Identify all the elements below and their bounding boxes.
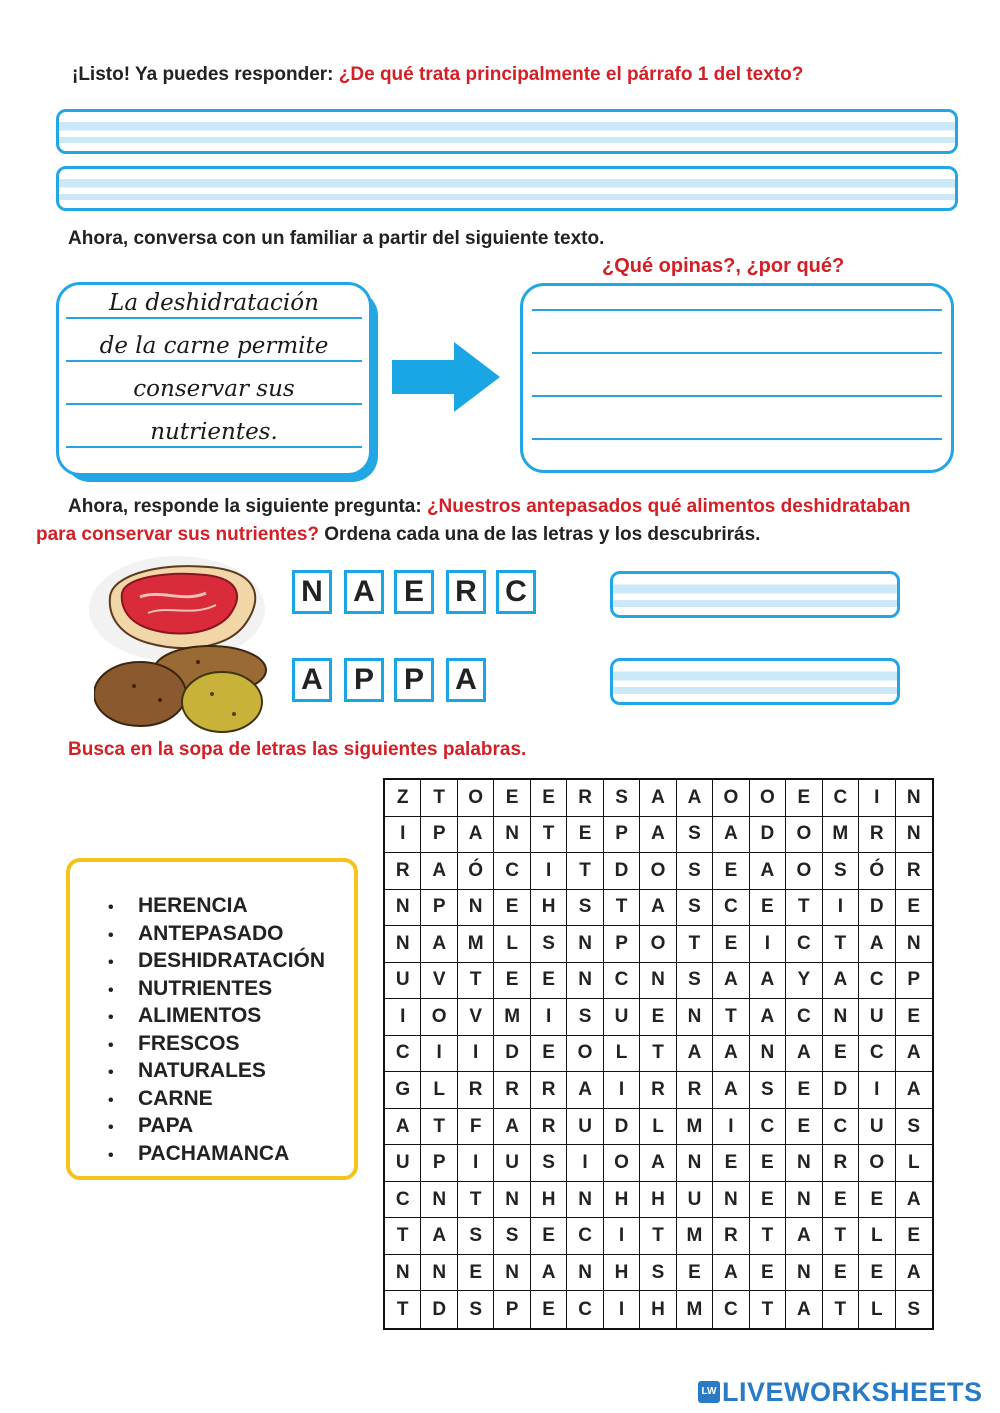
grid-cell[interactable]: C — [567, 1291, 603, 1328]
scramble-tile: C — [496, 570, 536, 614]
scramble-tile: N — [292, 570, 332, 614]
grid-cell[interactable]: E — [750, 1255, 786, 1292]
grid-cell[interactable]: P — [421, 890, 457, 927]
grid-cell[interactable]: T — [713, 999, 749, 1036]
grid-cell[interactable]: T — [640, 1036, 676, 1073]
grid-cell[interactable]: E — [531, 1291, 567, 1328]
word-list-item — [108, 892, 325, 920]
grid-cell[interactable]: R — [458, 1072, 494, 1109]
grid-cell[interactable]: P — [421, 1145, 457, 1182]
grid-cell[interactable]: M — [677, 1109, 713, 1146]
grid-cell[interactable]: E — [494, 890, 530, 927]
grid-cell[interactable]: U — [859, 1109, 895, 1146]
grid-cell[interactable]: C — [494, 853, 530, 890]
scramble-tile: P — [394, 658, 434, 702]
grid-cell[interactable]: S — [896, 1109, 932, 1146]
grid-cell[interactable]: N — [896, 926, 932, 963]
bullet-icon: • — [108, 899, 114, 916]
grid-cell[interactable]: D — [604, 853, 640, 890]
word-text: PAPA — [138, 1114, 194, 1137]
grid-cell[interactable]: R — [896, 853, 932, 890]
grid-cell[interactable]: A — [713, 1036, 749, 1073]
grid-cell[interactable]: T — [458, 1182, 494, 1219]
grid-cell[interactable]: N — [567, 1182, 603, 1219]
grid-cell[interactable]: E — [494, 963, 530, 1000]
grid-cell[interactable]: M — [677, 1218, 713, 1255]
grid-cell[interactable]: R — [640, 1072, 676, 1109]
grid-cell[interactable]: E — [823, 1036, 859, 1073]
grid-cell[interactable]: L — [859, 1218, 895, 1255]
scramble-tile: P — [344, 658, 384, 702]
grid-cell[interactable]: O — [640, 926, 676, 963]
grid-cell[interactable]: I — [458, 1036, 494, 1073]
grid-cell[interactable]: U — [385, 963, 421, 1000]
grid-cell[interactable]: C — [786, 999, 822, 1036]
word-list-item — [108, 1030, 325, 1058]
grid-cell[interactable]: H — [604, 1182, 640, 1219]
scramble-tile: A — [344, 570, 384, 614]
grid-cell[interactable]: P — [494, 1291, 530, 1328]
word-text: CARNE — [138, 1086, 213, 1110]
grid-cell[interactable]: C — [385, 1182, 421, 1219]
word-list-item — [108, 1085, 325, 1113]
answer-field-1[interactable] — [56, 109, 958, 154]
grid-cell[interactable]: N — [421, 1182, 457, 1219]
grid-cell[interactable]: E — [750, 1145, 786, 1182]
grid-cell[interactable]: G — [385, 1072, 421, 1109]
word-list-item — [108, 1112, 325, 1140]
word-list-item — [108, 1002, 325, 1030]
bullet-icon: • — [108, 1036, 114, 1054]
grid-cell[interactable]: U — [859, 999, 895, 1036]
scramble-tile: E — [394, 570, 434, 614]
grid-cell[interactable]: T — [823, 1218, 859, 1255]
grid-cell[interactable]: E — [713, 1145, 749, 1182]
grid-cell[interactable]: A — [713, 963, 749, 1000]
word-text: DESHIDRATACIÓN — [138, 949, 326, 972]
prompt-2: Ahora, conversa con un familiar a partir del siguiente texto. — [68, 228, 605, 249]
grid-cell[interactable]: E — [531, 1218, 567, 1255]
grid-cell[interactable]: C — [859, 963, 895, 1000]
grid-cell[interactable]: S — [567, 999, 603, 1036]
grid-cell[interactable]: R — [494, 1072, 530, 1109]
grid-cell[interactable]: O — [786, 817, 822, 854]
grid-cell[interactable]: A — [859, 926, 895, 963]
grid-cell[interactable]: V — [458, 999, 494, 1036]
grid-cell[interactable]: S — [458, 1291, 494, 1328]
grid-cell[interactable]: S — [677, 817, 713, 854]
grid-cell[interactable]: S — [567, 890, 603, 927]
grid-cell[interactable]: N — [458, 890, 494, 927]
grid-cell[interactable]: N — [494, 1182, 530, 1219]
grid-cell[interactable]: R — [713, 1218, 749, 1255]
cursive-line-4: nutrientes. — [150, 419, 278, 445]
grid-cell[interactable]: Z — [385, 780, 421, 817]
grid-cell[interactable]: T — [531, 817, 567, 854]
word-text: HERENCIA — [138, 894, 248, 917]
grid-cell[interactable]: T — [786, 890, 822, 927]
bullet-icon: • — [108, 1119, 114, 1136]
grid-cell[interactable]: O — [786, 853, 822, 890]
bullet-icon: • — [108, 926, 114, 944]
prompt-3-line-2 — [36, 524, 760, 546]
grid-cell[interactable]: N — [677, 999, 713, 1036]
word-text: ANTEPASADO — [138, 921, 284, 945]
grid-cell[interactable]: T — [640, 1218, 676, 1255]
grid-cell[interactable]: U — [677, 1182, 713, 1219]
grid-cell[interactable]: A — [896, 1182, 932, 1219]
grid-cell[interactable]: O — [750, 780, 786, 817]
grid-cell[interactable]: N — [823, 999, 859, 1036]
grid-cell[interactable]: E — [494, 780, 530, 817]
grid-cell[interactable]: L — [896, 1145, 932, 1182]
grid-cell[interactable]: N — [385, 926, 421, 963]
grid-cell[interactable]: R — [823, 1145, 859, 1182]
grid-cell[interactable]: V — [421, 963, 457, 1000]
grid-cell[interactable]: I — [531, 999, 567, 1036]
grid-cell[interactable]: E — [750, 1182, 786, 1219]
word-text: NATURALES — [138, 1059, 266, 1082]
grid-cell[interactable]: N — [421, 1255, 457, 1292]
prompt-3-lead: Ahora, responde la siguiente pregunta: — [68, 496, 427, 517]
grid-cell[interactable]: N — [567, 1255, 603, 1292]
grid-cell[interactable]: A — [896, 1072, 932, 1109]
grid-cell[interactable]: S — [604, 780, 640, 817]
grid-cell[interactable]: I — [385, 817, 421, 854]
grid-cell[interactable]: P — [604, 817, 640, 854]
prompt-1-lead: ¡Listo! Ya puedes responder: — [72, 64, 339, 85]
grid-cell[interactable]: A — [713, 817, 749, 854]
cursive-line-2: de la carne permite — [99, 333, 329, 359]
word-list-item — [108, 1140, 325, 1168]
grid-cell[interactable]: O — [713, 780, 749, 817]
grid-cell[interactable]: A — [421, 853, 457, 890]
grid-cell[interactable]: Ó — [458, 853, 494, 890]
grid-cell[interactable]: F — [458, 1109, 494, 1146]
word-text: NUTRIENTES — [138, 976, 273, 1000]
wordsearch-grid — [383, 778, 934, 1330]
grid-cell[interactable]: C — [567, 1218, 603, 1255]
grid-cell[interactable]: N — [494, 817, 530, 854]
grid-cell[interactable]: S — [750, 1072, 786, 1109]
grid-cell[interactable]: N — [677, 1145, 713, 1182]
grid-cell[interactable]: I — [604, 1072, 640, 1109]
grid-cell[interactable]: I — [713, 1109, 749, 1146]
grid-cell[interactable]: T — [823, 1291, 859, 1328]
grid-cell[interactable]: S — [823, 853, 859, 890]
grid-cell[interactable]: E — [786, 780, 822, 817]
grid-cell[interactable]: A — [421, 926, 457, 963]
bullet-icon: • — [108, 1064, 114, 1081]
grid-cell[interactable]: E — [458, 1255, 494, 1292]
grid-cell[interactable]: O — [859, 1145, 895, 1182]
grid-cell[interactable]: L — [859, 1291, 895, 1328]
grid-cell[interactable]: A — [385, 1109, 421, 1146]
grid-cell[interactable]: I — [604, 1291, 640, 1328]
grid-cell[interactable]: T — [823, 926, 859, 963]
grid-cell[interactable]: I — [458, 1145, 494, 1182]
grid-cell[interactable]: U — [567, 1109, 603, 1146]
scramble-answer-2[interactable] — [610, 658, 900, 705]
grid-cell[interactable]: E — [786, 1109, 822, 1146]
grid-cell[interactable]: S — [907, 1298, 921, 1320]
bullet-icon: • — [108, 981, 114, 999]
scramble-tile: R — [446, 570, 486, 614]
wordsearch-title: Busca en la sopa de letras las siguientes palabras. — [68, 739, 527, 760]
cursive-line-3: conservar sus — [133, 376, 295, 402]
grid-cell[interactable]: T — [567, 853, 603, 890]
grid-cell[interactable]: A — [750, 963, 786, 1000]
grid-cell[interactable]: A — [640, 890, 676, 927]
grid-cell[interactable]: I — [604, 1218, 640, 1255]
scramble-answer-1[interactable] — [610, 571, 900, 618]
grid-cell[interactable]: C — [713, 1291, 749, 1328]
grid-cell[interactable]: A — [823, 963, 859, 1000]
prompt-1 — [72, 64, 803, 86]
grid-cell[interactable]: E — [531, 963, 567, 1000]
word-text: FRESCOS — [138, 1031, 240, 1055]
grid-cell[interactable]: S — [677, 853, 713, 890]
grid-cell[interactable]: Ó — [859, 853, 895, 890]
grid-cell[interactable]: A — [750, 999, 786, 1036]
grid-cell[interactable]: H — [640, 1291, 676, 1328]
grid-cell[interactable]: R — [677, 1072, 713, 1109]
grid-cell[interactable]: H — [640, 1182, 676, 1219]
grid-cell[interactable]: U — [385, 1145, 421, 1182]
grid-cell[interactable]: C — [385, 1036, 421, 1073]
grid-cell[interactable]: E — [823, 1255, 859, 1292]
prompt-3-line-1 — [68, 496, 911, 518]
grid-cell[interactable]: E — [567, 817, 603, 854]
grid-cell[interactable]: A — [896, 1036, 932, 1073]
grid-cell[interactable]: I — [823, 890, 859, 927]
grid-cell[interactable]: T — [458, 963, 494, 1000]
grid-cell[interactable]: D — [604, 1109, 640, 1146]
grid-cell[interactable]: N — [567, 926, 603, 963]
grid-cell[interactable]: O — [458, 780, 494, 817]
grid-cell[interactable]: E — [677, 1255, 713, 1292]
grid-cell[interactable]: O — [421, 999, 457, 1036]
grid-cell[interactable]: A — [677, 1036, 713, 1073]
grid-cell[interactable]: S — [458, 1218, 494, 1255]
grid-cell[interactable]: E — [896, 1218, 932, 1255]
prompt-3-question-2: para conservar sus nutrientes? — [36, 524, 319, 545]
grid-cell[interactable]: R — [531, 1109, 567, 1146]
bullet-icon: • — [108, 1009, 114, 1026]
grid-cell[interactable]: S — [531, 926, 567, 963]
word-list-item — [108, 1057, 325, 1085]
word-list-item — [108, 975, 325, 1003]
grid-cell[interactable]: R — [859, 817, 895, 854]
grid-cell[interactable]: T — [604, 890, 640, 927]
grid-cell[interactable]: D — [750, 817, 786, 854]
grid-cell[interactable]: N — [896, 780, 932, 817]
word-text: PACHAMANCA — [138, 1141, 290, 1165]
grid-cell[interactable]: A — [458, 817, 494, 854]
answer-field-2[interactable] — [56, 166, 958, 211]
grid-cell[interactable]: C — [823, 780, 859, 817]
grid-cell[interactable]: O — [604, 1145, 640, 1182]
grid-cell[interactable]: S — [677, 890, 713, 927]
word-list-item — [108, 947, 325, 975]
grid-cell[interactable]: A — [786, 1036, 822, 1073]
grid-cell[interactable]: U — [494, 1145, 530, 1182]
grid-cell[interactable]: E — [531, 1036, 567, 1073]
grid-cell[interactable]: D — [823, 1072, 859, 1109]
grid-cell[interactable]: N — [896, 817, 932, 854]
grid-cell[interactable]: I — [567, 1145, 603, 1182]
grid-cell[interactable]: S — [531, 1145, 567, 1182]
grid-cell[interactable]: I — [859, 780, 895, 817]
prompt-3-question-1: ¿Nuestros antepasados qué alimentos deshidrataban — [426, 496, 911, 517]
grid-cell[interactable]: C — [786, 926, 822, 963]
grid-cell[interactable]: P — [421, 817, 457, 854]
grid-cell[interactable]: R — [385, 853, 421, 890]
grid-cell[interactable]: S — [640, 1255, 676, 1292]
grid-cell[interactable]: E — [859, 1255, 895, 1292]
bullet-icon: • — [108, 1091, 114, 1109]
word-text: ALIMENTOS — [138, 1004, 262, 1027]
grid-cell[interactable]: A — [896, 1255, 932, 1292]
grid-cell[interactable]: N — [385, 1255, 421, 1292]
grid-cell[interactable]: N — [786, 1255, 822, 1292]
grid-cell[interactable]: C — [823, 1109, 859, 1146]
grid-cell[interactable]: D — [494, 1036, 530, 1073]
word-list — [108, 892, 325, 1167]
grid-cell[interactable]: M — [494, 999, 530, 1036]
grid-cell[interactable]: E — [640, 999, 676, 1036]
scramble-tile: A — [292, 658, 332, 702]
grid-cell[interactable]: M — [458, 926, 494, 963]
grid-cell[interactable]: A — [786, 1218, 822, 1255]
grid-cell[interactable]: N — [385, 890, 421, 927]
grid-cell[interactable]: T — [750, 1291, 786, 1328]
bullet-icon: • — [108, 1146, 114, 1164]
grid-cell[interactable]: C — [604, 963, 640, 1000]
grid-cell[interactable]: E — [713, 853, 749, 890]
grid-cell[interactable]: P — [604, 926, 640, 963]
cursive-line-1: La deshidratación — [109, 290, 319, 316]
bullet-icon: • — [108, 954, 114, 971]
grid-cell[interactable]: P — [896, 963, 932, 1000]
grid-cell[interactable]: N — [713, 1182, 749, 1219]
grid-cell[interactable]: E — [896, 999, 932, 1036]
prompt-3-instruction: Ordena cada una de las letras y los descubrirás. — [319, 524, 761, 545]
grid-cell[interactable]: D — [859, 890, 895, 927]
grid-cell[interactable]: H — [531, 890, 567, 927]
grid-cell[interactable]: L — [640, 1109, 676, 1146]
grid-cell[interactable]: H — [531, 1182, 567, 1219]
grid-cell[interactable]: T — [421, 1109, 457, 1146]
grid-cell[interactable]: I — [750, 926, 786, 963]
grid-cell[interactable]: L — [421, 1072, 457, 1109]
grid-cell[interactable]: H — [604, 1255, 640, 1292]
grid-cell[interactable]: E — [786, 1072, 822, 1109]
grid-cell[interactable]: A — [713, 1255, 749, 1292]
potatoes-image — [94, 640, 268, 736]
scramble-tile: A — [446, 658, 486, 702]
grid-cell[interactable]: I — [421, 1036, 457, 1073]
grid-cell[interactable]: S — [494, 1218, 530, 1255]
grid-cell[interactable]: E — [531, 780, 567, 817]
grid-cell[interactable]: N — [494, 1255, 530, 1292]
grid-cell[interactable]: A — [531, 1255, 567, 1292]
grid-cell[interactable]: A — [713, 1072, 749, 1109]
opinion-answer-box[interactable] — [520, 283, 954, 473]
grid-cell[interactable]: I — [859, 1072, 895, 1109]
liveworksheets-logo: LIVEWORKSHEETS — [722, 1377, 983, 1407]
grid-cell[interactable]: M — [677, 1291, 713, 1328]
grid-cell[interactable]: A — [640, 1145, 676, 1182]
grid-cell[interactable]: D — [421, 1291, 457, 1328]
grid-cell[interactable]: E — [750, 890, 786, 927]
grid-cell[interactable]: C — [713, 890, 749, 927]
grid-cell[interactable]: L — [494, 926, 530, 963]
liveworksheets-badge-icon: LW — [698, 1381, 720, 1403]
grid-cell[interactable]: E — [713, 926, 749, 963]
grid-cell[interactable]: N — [750, 1036, 786, 1073]
grid-cell[interactable]: A — [640, 817, 676, 854]
grid-cell[interactable]: U — [604, 999, 640, 1036]
grid-cell[interactable]: E — [823, 1182, 859, 1219]
grid-cell[interactable]: O — [567, 1036, 603, 1073]
grid-cell[interactable]: N — [640, 963, 676, 1000]
grid-cell[interactable]: I — [531, 853, 567, 890]
grid-cell[interactable]: N — [567, 963, 603, 1000]
grid-cell[interactable]: L — [604, 1036, 640, 1073]
grid-cell[interactable]: A — [750, 853, 786, 890]
grid-cell[interactable]: A — [421, 1218, 457, 1255]
grid-cell[interactable]: R — [531, 1072, 567, 1109]
grid-cell[interactable]: A — [677, 780, 713, 817]
grid-cell[interactable]: I — [385, 999, 421, 1036]
grid-cell[interactable]: T — [421, 780, 457, 817]
grid-cell[interactable]: E — [896, 890, 932, 927]
grid-cell[interactable]: E — [859, 1182, 895, 1219]
grid-cell[interactable]: T — [385, 1218, 421, 1255]
grid-cell[interactable]: T — [385, 1291, 421, 1328]
opinion-question: ¿Qué opinas?, ¿por qué? — [602, 255, 845, 277]
grid-cell[interactable]: C — [750, 1109, 786, 1146]
grid-cell[interactable]: C — [859, 1036, 895, 1073]
arrow-right-icon — [390, 340, 502, 414]
grid-cell[interactable]: T — [750, 1218, 786, 1255]
prompt-1-question: ¿De qué trata principalmente el párrafo 1 del texto? — [338, 64, 804, 85]
grid-cell[interactable]: A — [640, 780, 676, 817]
word-list-item — [108, 920, 325, 948]
grid-cell[interactable]: A — [567, 1072, 603, 1109]
grid-cell[interactable]: Y — [786, 963, 822, 1000]
grid-cell[interactable]: R — [567, 780, 603, 817]
grid-cell[interactable]: A — [494, 1109, 530, 1146]
grid-cell[interactable]: N — [786, 1145, 822, 1182]
grid-cell[interactable]: O — [640, 853, 676, 890]
grid-cell[interactable]: N — [786, 1182, 822, 1219]
grid-cell[interactable]: T — [677, 926, 713, 963]
grid-cell[interactable]: S — [677, 963, 713, 1000]
grid-cell[interactable]: M — [823, 817, 859, 854]
grid-cell[interactable]: A — [786, 1291, 822, 1328]
